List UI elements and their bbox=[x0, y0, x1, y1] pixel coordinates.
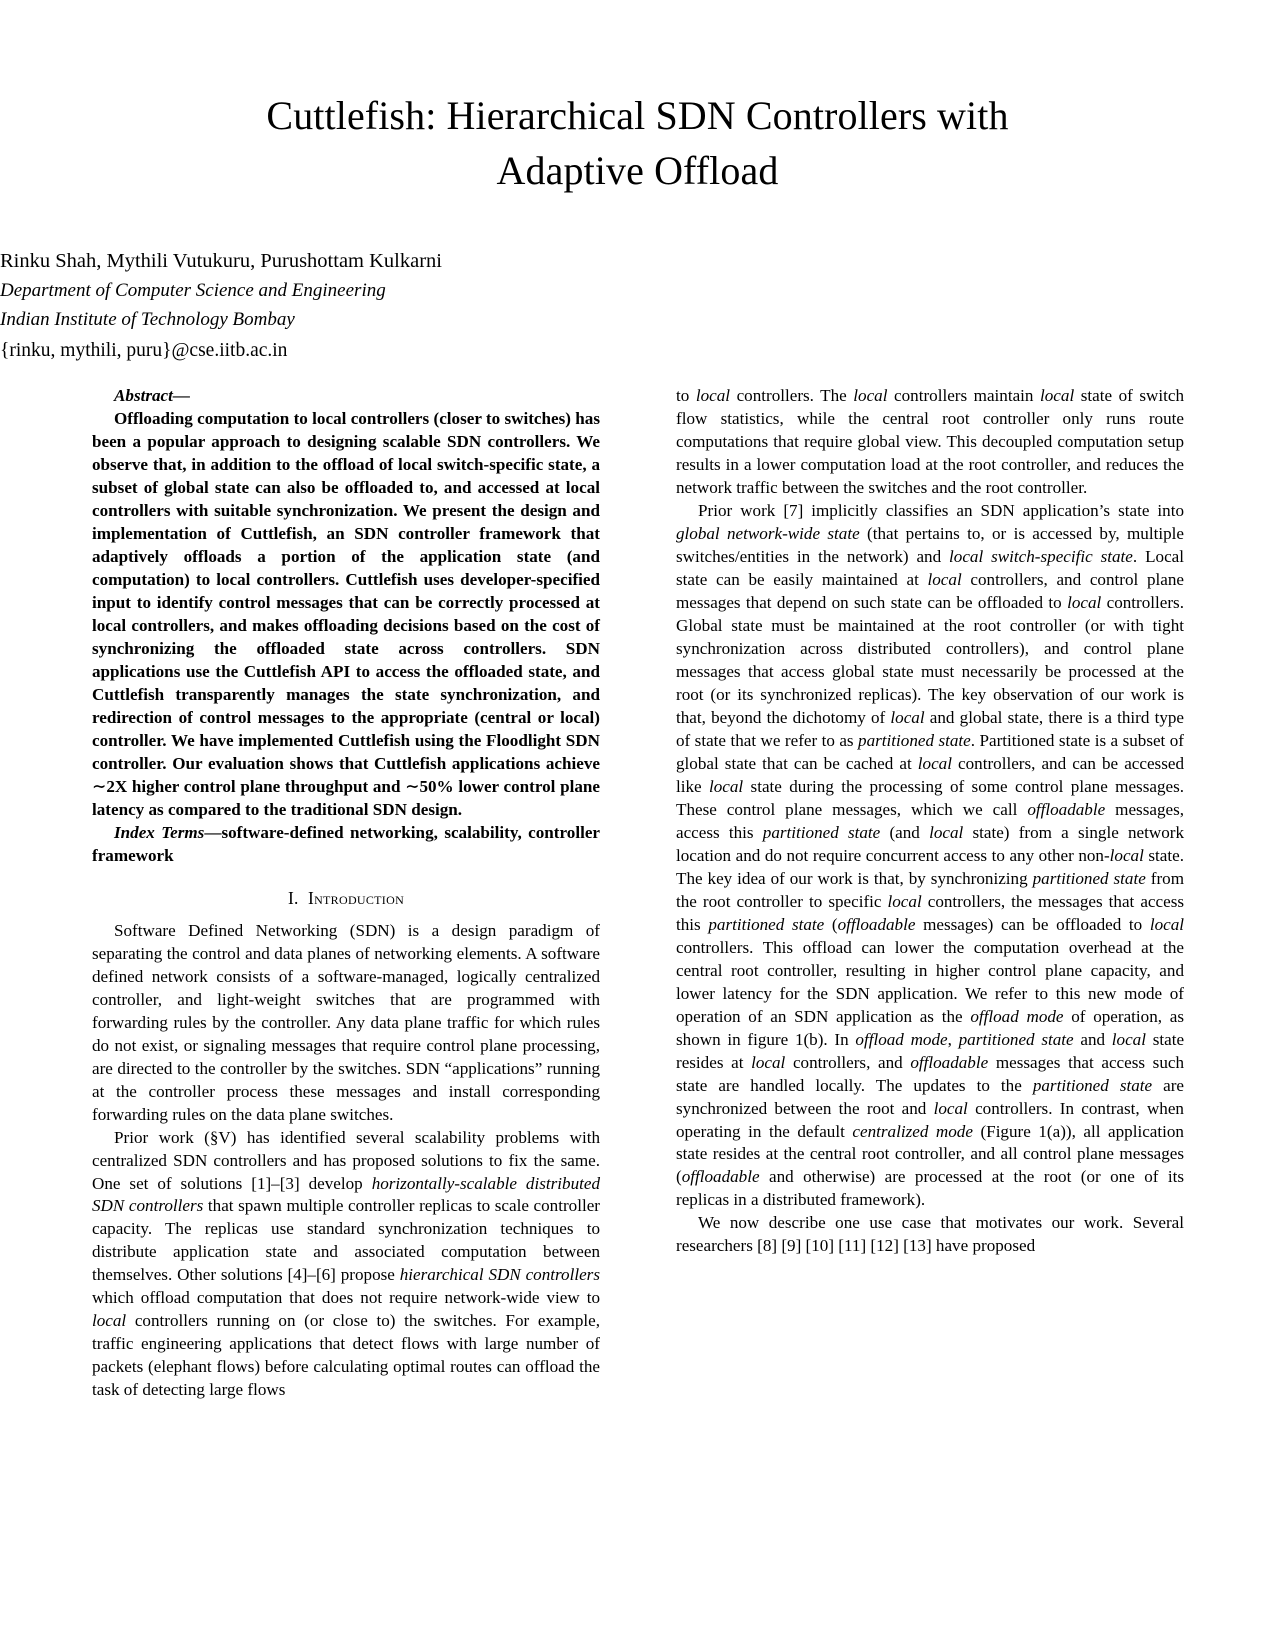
contact-email: {rinku, mythili, puru}@cse.iitb.ac.in bbox=[0, 339, 288, 361]
index-terms bbox=[92, 822, 600, 868]
page-title: Cuttlefish: Hierarchical SDN Controllers with Adaptive Offload bbox=[266, 93, 1009, 194]
right-column bbox=[676, 385, 1184, 1402]
department-affiliation: Department of Computer Science and Engineering bbox=[0, 280, 386, 302]
abstract-label: Abstract— bbox=[114, 386, 190, 405]
paragraph: Software Defined Networking (SDN) is a design paradigm of separating the control and data planes of networking elements. A software defined network consists of a software-managed, logically centralized controller, and light-weight switches that are programmed with forwarding rules by the controller. Any data plane traffic for which rules do not exist, or signaling messages that require control plane processing, are directed to the controller by the switches. SDN “applications” running at the controller process these messages and install corresponding forwarding rules on the data plane switches. bbox=[92, 920, 600, 1124]
section-title: Introduction bbox=[307, 887, 405, 908]
paragraph: to local controllers. The local controllers maintain local state of switch flow statistics, while the central root controller only runs route computations that require global view. This decoupled computation setup results in a lower computation load at the root controller, and reduces the network traffic between the switches and the root controller. bbox=[676, 386, 1185, 497]
abstract-body: Offloading computation to local controllers (closer to switches) has been a popular approach to designing scalable SDN controllers. We observe that, in addition to the offload of local switch-specific state, a subset of global state can also be offloaded to, and accessed at local controllers with suitable synchronization. We present the design and implementation of Cuttlefish, an SDN controller framework that adaptively offloads a portion of the application state (and computation) to local controllers. Cuttlefish uses developer-specified input to identify control messages that can be correctly processed at local controllers, and makes offloading decisions based on the cost of synchronizing the offloaded state across controllers. SDN applications use the Cuttlefish API to access the offloaded state, and Cuttlefish transparently manages the state synchronization, and redirection of control messages to the appropriate (central or local) controller. We have implemented Cuttlefish using the Floodlight SDN controller. Our evaluation shows that Cuttlefish applications achieve ∼2X higher control plane throughput and ∼50% lower control plane latency as compared to the traditional SDN design. bbox=[92, 408, 600, 819]
title-block bbox=[0, 0, 1275, 198]
paragraph: Prior work (§V) has identified several scalability problems with centralized SDN controllers and has proposed solutions to fix the same. One set of solutions [1]–[3] develop horizontally-scalable distributed SDN controllers that spawn multiple controller replicas to scale controller capacity. The replicas use standard synchronization techniques to distribute application state and associated computation between themselves. Other solutions [4]–[6] propose hierarchical SDN controllers which offload computation that does not require network-wide view to local controllers running on (or close to) the switches. For example, traffic engineering applications that detect flows with large number of packets (elephant flows) before calculating optimal routes can offload the task of detecting large flows bbox=[92, 1127, 600, 1400]
author-block bbox=[0, 246, 1275, 366]
section-heading-introduction bbox=[92, 888, 600, 909]
section-numeral: I. bbox=[287, 887, 299, 908]
body-columns bbox=[92, 385, 1184, 1402]
left-column bbox=[92, 385, 600, 1402]
index-terms-label: Index Terms bbox=[114, 822, 205, 842]
author-list: Rinku Shah, Mythili Vutukuru, Purushottam Kulkarni bbox=[0, 250, 442, 273]
index-terms-body: —software-defined networking, scalability, controller framework bbox=[92, 822, 600, 865]
paragraph: We now describe one use case that motivates our work. Several researchers [8] [9] [10] [11] [12] [13] have proposed bbox=[676, 1213, 1184, 1256]
institution-affiliation: Indian Institute of Technology Bombay bbox=[0, 309, 295, 330]
paragraph: Prior work [7] implicitly classifies an SDN application’s state into global network-wide state (that pertains to, or is accessed by, multiple switches/entities in the network) and local switch-specific state. Local state can be easily maintained at local controllers, and control plane messages that depend on such state can be offloaded to local controllers. Global state must be maintained at the root controller (or with tight synchronization across distributed controllers), and control plane messages that access global state must necessarily be processed at the root (or its synchronized replicas). The key observation of our work is that, beyond the dichotomy of local and global state, there is a third type of state that we refer to as partitioned state. Partitioned state is a subset of global state that can be cached at local controllers, and can be accessed like local state during the processing of some control plane messages. These control plane messages, which we call offloadable messages, access this partitioned state (and local state) from a single network location and do not require concurrent access to any other non-local state. The key idea of our work is that, by synchronizing partitioned state from the root controller to specific local controllers, the messages that access this partitioned state (offloadable messages) can be offloaded to local controllers. This offload can lower the computation overhead at the central root controller, resulting in higher control plane capacity, and lower latency for the SDN application. We refer to this new mode of operation of an SDN application as the offload mode of operation, as shown in figure 1(b). In offload mode, partitioned state and local state resides at local controllers, and offloadable messages that access such state are handled locally. The updates to the partitioned state are synchronized between the root and local controllers. In contrast, when operating in the default centralized mode (Figure 1(a)), all application state resides at the central root controller, and all control plane messages (offloadable and otherwise) are processed at the root (or one of its replicas in a distributed framework). bbox=[676, 500, 1185, 1210]
